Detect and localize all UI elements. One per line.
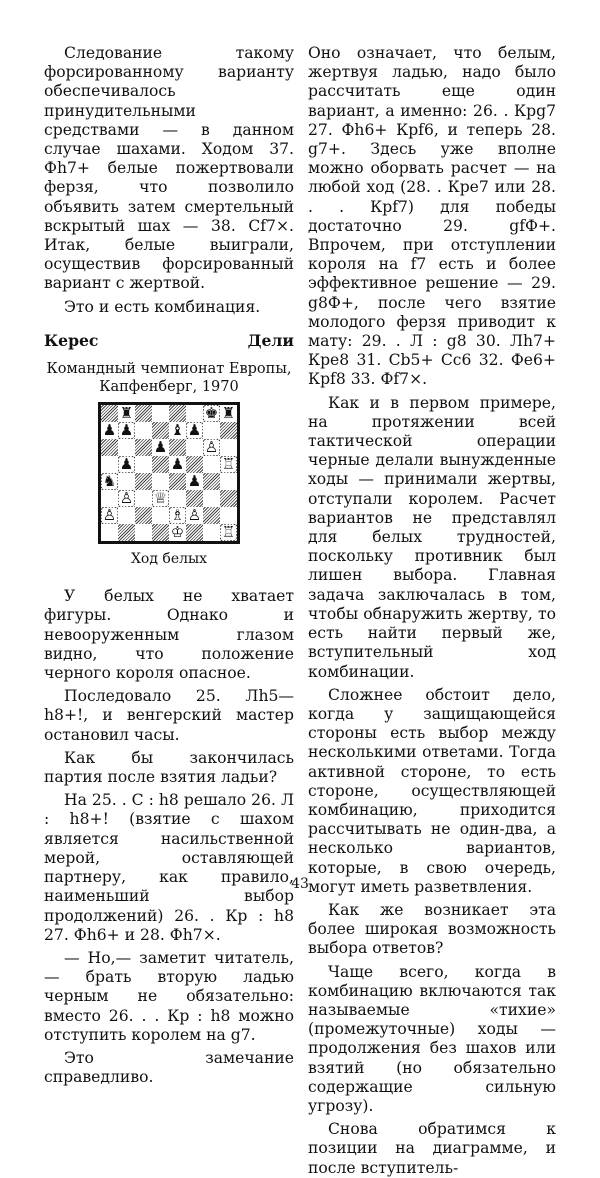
square-h1 <box>220 524 237 541</box>
player-black: Дели <box>247 330 294 350</box>
paragraph: — Но,— заметит читатель,— брать вторую ладью черным не обязательно: вместо 26. . . Кр : h8 можно отступить королем на g7. <box>44 948 294 1044</box>
square-c2 <box>135 507 152 524</box>
square-b3 <box>118 490 135 507</box>
right-column <box>308 44 556 1178</box>
paragraph: У белых не хватает фигуры. Однако и невооруженным глазом видно, что положение черного короля опасное. <box>44 587 294 683</box>
square-h6 <box>220 439 237 456</box>
square-b1 <box>118 524 135 541</box>
square-h8 <box>220 405 237 422</box>
square-d6 <box>152 439 169 456</box>
square-e3 <box>169 490 186 507</box>
square-g2 <box>203 507 220 524</box>
square-e8 <box>169 405 186 422</box>
page-number: 43 <box>291 876 309 892</box>
paragraph: На 25. . C : h8 решало 26. Л : h8+! (взятие с шахом является насильственной мерой, оставляющей партнеру, как правило, наименьший выбор продолжений) 26. . Кр : h8 27. Фh6+ и 28. Фh7×. <box>44 791 294 944</box>
square-a3 <box>101 490 118 507</box>
square-c6 <box>135 439 152 456</box>
square-h2 <box>220 507 237 524</box>
square-c4 <box>135 473 152 490</box>
chess-piece-icon: ♔ <box>170 523 185 542</box>
paragraph: Снова обратимся к позиции на диаграмме, и после вступитель- <box>308 1120 556 1177</box>
paragraph: Сложнее обстоит дело, когда у защищающейся стороны есть выбор между несколькими ответами. Тогда активной стороне, то есть стороне, осуществляющей комбинацию, приходится рассчитывать не один-два, а несколько вариантов, которые, в свою очередь, могут иметь разветвления. <box>308 685 556 896</box>
paragraph: Чаще всего, когда в комбинацию включаются так называемые «тихие» (промежуточные) ходы — продолжения без шахов или взятий (но обязательно содержащие сильную угрозу). <box>308 962 556 1115</box>
square-b2 <box>118 507 135 524</box>
square-b8 <box>118 405 135 422</box>
square-e7 <box>169 422 186 439</box>
square-e6 <box>169 439 186 456</box>
chess-piece-icon: ♖ <box>221 523 236 542</box>
square-c7 <box>135 422 152 439</box>
square-f3 <box>186 490 203 507</box>
chess-piece-icon: ♖ <box>221 455 236 474</box>
square-f7 <box>186 422 203 439</box>
square-e2 <box>169 507 186 524</box>
square-a7 <box>101 422 118 439</box>
paragraph: Последовало 25. Лh5—h8+!, и венгерский мастер остановил часы. <box>44 687 294 744</box>
square-e5 <box>169 456 186 473</box>
square-d1 <box>152 524 169 541</box>
square-d7 <box>152 422 169 439</box>
chess-piece-icon: ♜ <box>221 404 236 423</box>
chess-piece-icon: ♟ <box>187 421 202 440</box>
square-f8 <box>186 405 203 422</box>
square-a5 <box>101 456 118 473</box>
square-a8 <box>101 405 118 422</box>
paragraph: Следование такому форсированному варианту обеспечивалось принудительными средствами — в данном случае шахами. Ходом 37. Фh7+ белые пожертвовали ферзя, что позволило объявить затем смертельный вскрытый шах — 38. Cf7×. Итак, белые выиграли, осуществив форсированный вариант с жертвой. <box>44 44 294 293</box>
chess-piece-icon: ♟ <box>119 455 134 474</box>
chess-board <box>98 402 240 544</box>
chess-piece-icon: ♟ <box>187 472 202 491</box>
square-a4 <box>101 473 118 490</box>
chess-piece-icon: ♗ <box>170 506 185 525</box>
chess-piece-icon: ♕ <box>153 489 168 508</box>
paragraph: Как и в первом примере, на протяжении всей тактической операции черные делали вынужденные ходы — принимали жертвы, отступали королем. Расчет вариантов не представлял для белых трудностей, поскольку противник был лишен выбора. Главная задача заключалась в том, чтобы обнаружить жертву, то есть найти первый же, вступительный ход комбинации. <box>308 393 556 681</box>
chess-piece-icon: ♜ <box>119 404 134 423</box>
square-b7 <box>118 422 135 439</box>
square-a2 <box>101 507 118 524</box>
chess-piece-icon: ♟ <box>170 455 185 474</box>
paragraph: Как же возникает эта более широкая возможность выбора ответов? <box>308 900 556 958</box>
square-f4 <box>186 473 203 490</box>
paragraph: Как бы закончилась партия после взятия ладьи? <box>44 748 294 787</box>
square-h5 <box>220 456 237 473</box>
chess-piece-icon: ♟ <box>153 438 168 457</box>
chess-diagram <box>98 402 240 544</box>
square-c3 <box>135 490 152 507</box>
square-h3 <box>220 490 237 507</box>
square-h7 <box>220 422 237 439</box>
square-f2 <box>186 507 203 524</box>
square-e4 <box>169 473 186 490</box>
chess-piece-icon: ♙ <box>204 438 219 457</box>
paragraph: Это и есть комбинация. <box>64 297 261 316</box>
square-d5 <box>152 456 169 473</box>
paragraph: Это замечание справедливо. <box>44 1048 294 1087</box>
square-g1 <box>203 524 220 541</box>
square-g7 <box>203 422 220 439</box>
square-g8 <box>203 405 220 422</box>
square-a1 <box>101 524 118 541</box>
player-white: Керес <box>44 330 99 350</box>
square-b6 <box>118 439 135 456</box>
square-g3 <box>203 490 220 507</box>
square-g5 <box>203 456 220 473</box>
square-b4 <box>118 473 135 490</box>
chess-piece-icon: ♟ <box>102 421 117 440</box>
paragraph: Оно означает, что белым, жертвуя ладью, надо было рассчитать еще один вариант, а именно: 26. . Кpg7 27. Фh6+ Кpf6, и теперь 28. g7+. Здесь уже вполне можно оборвать расчет — на любой ход (28. . Кpe7 или 28. . . Кpf7) для победы достаточно 29. gfФ+. Впрочем, при отступлении короля на f7 есть и более эффективное решение — 29. g8Ф+, после чего взятие молодого ферзя приводит к мату: 29. . Л : g8 30. Лh7+ Кpe8 31. Cb5+ Cc6 32. Фe6+ Кpf8 33. Фf7×. <box>308 44 556 389</box>
square-b5 <box>118 456 135 473</box>
left-column <box>44 44 294 1087</box>
chess-piece-icon: ♙ <box>102 506 117 525</box>
square-h4 <box>220 473 237 490</box>
square-g6 <box>203 439 220 456</box>
chess-piece-icon: ♙ <box>187 506 202 525</box>
square-c8 <box>135 405 152 422</box>
square-d4 <box>152 473 169 490</box>
square-f6 <box>186 439 203 456</box>
chess-piece-icon: ♞ <box>102 472 117 491</box>
chess-piece-icon: ♟ <box>119 421 134 440</box>
game-event: Командный чемпионат Европы, Капфенберг, 1970 <box>46 361 292 396</box>
square-c1 <box>135 524 152 541</box>
square-d2 <box>152 507 169 524</box>
square-c5 <box>135 456 152 473</box>
square-g4 <box>203 473 220 490</box>
square-e1 <box>169 524 186 541</box>
diagram-caption: Ход белых <box>130 551 208 568</box>
game-players <box>44 331 294 350</box>
chess-piece-icon: ♚ <box>204 404 219 423</box>
square-f1 <box>186 524 203 541</box>
square-d8 <box>152 405 169 422</box>
square-f5 <box>186 456 203 473</box>
square-d3 <box>152 490 169 507</box>
chess-piece-icon: ♙ <box>119 489 134 508</box>
chess-piece-icon: ♝ <box>170 421 185 440</box>
square-a6 <box>101 439 118 456</box>
